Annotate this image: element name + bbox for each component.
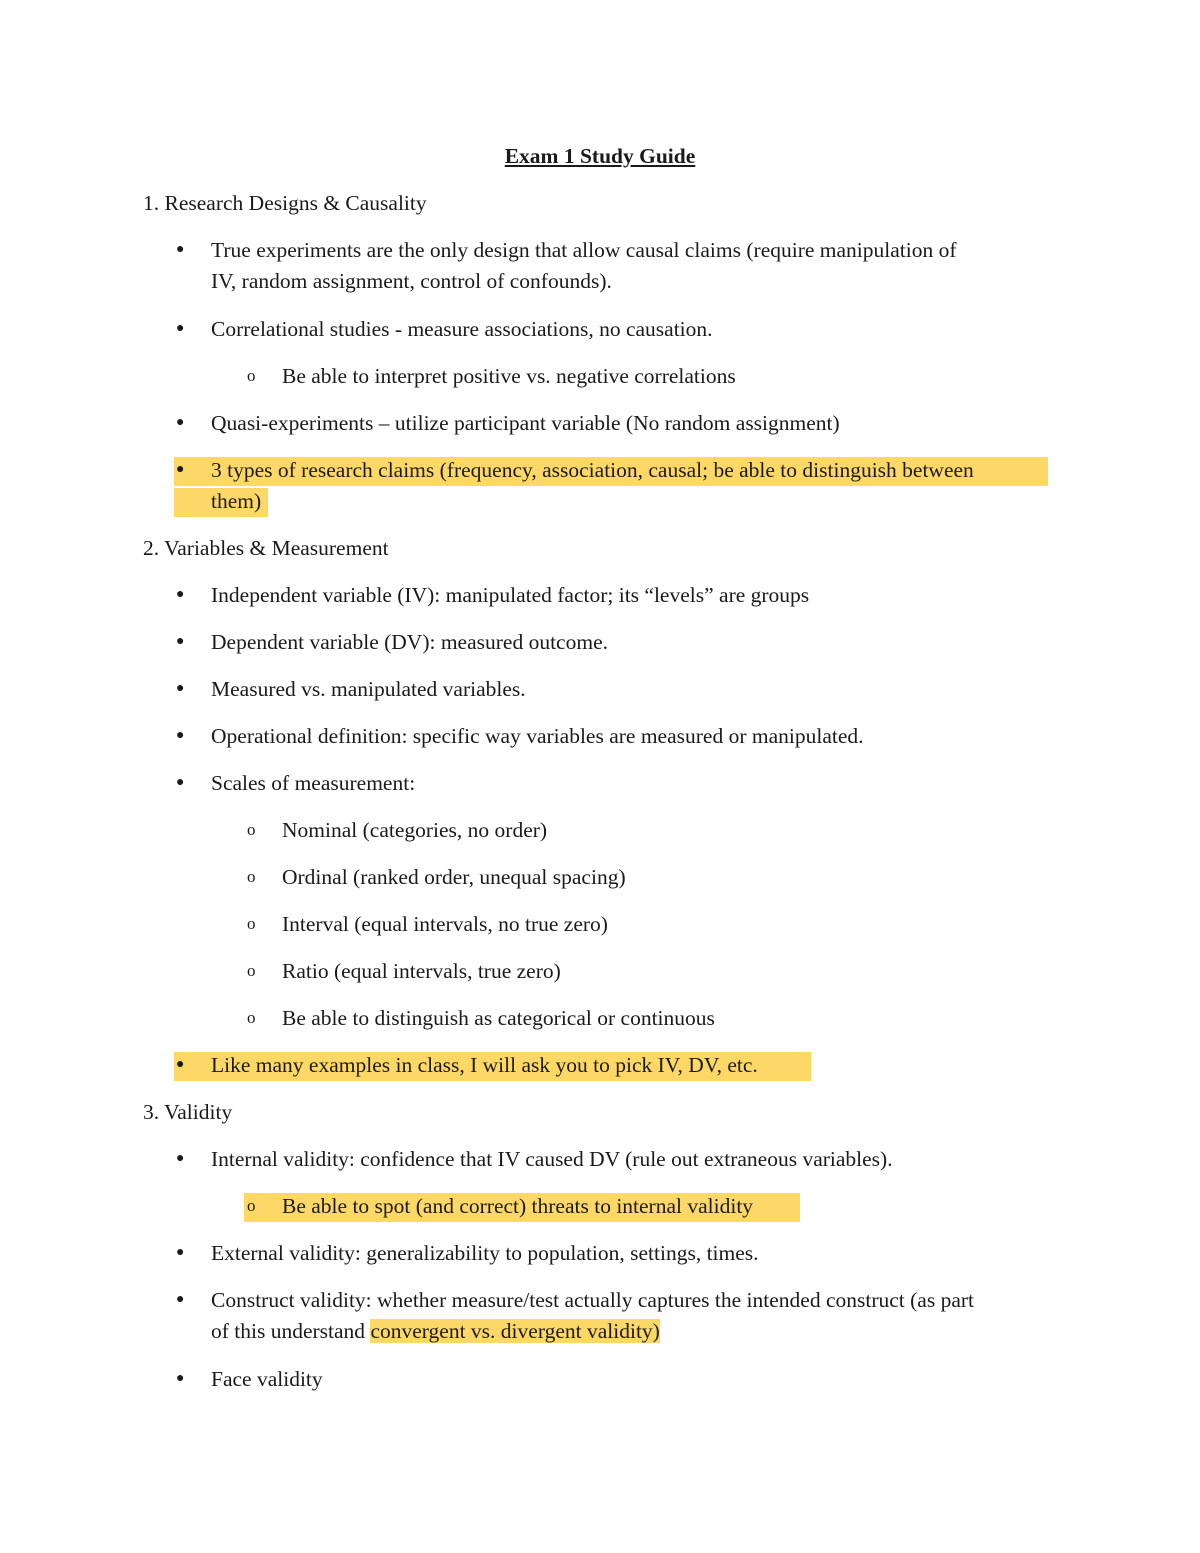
list-item: Correlational studies - measure associations, no causation. bbox=[211, 317, 713, 341]
bullet-icon: ● bbox=[176, 242, 185, 257]
sub-bullet-icon: o bbox=[247, 867, 256, 886]
sub-bullet-icon: o bbox=[247, 820, 256, 839]
continuation-text: of this understand bbox=[211, 1319, 371, 1343]
sub-bullet-icon: o bbox=[247, 961, 256, 980]
list-item-continuation: them) bbox=[211, 489, 262, 513]
section-heading: 3. Validity bbox=[143, 1100, 233, 1124]
list-item: Measured vs. manipulated variables. bbox=[211, 677, 526, 701]
bullet-icon: ● bbox=[176, 1057, 185, 1072]
list-item: Operational definition: specific way variables are measured or manipulated. bbox=[211, 724, 864, 748]
sub-list-item: Interval (equal intervals, no true zero) bbox=[282, 912, 608, 936]
sub-list-item-highlighted: Be able to spot (and correct) threats to internal validity bbox=[282, 1194, 754, 1218]
highlighted-text: convergent vs. divergent validity) bbox=[370, 1319, 660, 1343]
list-item: Face validity bbox=[211, 1367, 323, 1391]
bullet-icon: ● bbox=[176, 462, 185, 477]
bullet-icon: ● bbox=[176, 775, 185, 790]
sub-list-item: Be able to interpret positive vs. negative correlations bbox=[282, 364, 736, 388]
list-item: True experiments are the only design that allow causal claims (require manipulation of bbox=[211, 238, 957, 262]
bullet-icon: ● bbox=[176, 681, 185, 696]
list-item: Independent variable (IV): manipulated factor; its “levels” are groups bbox=[211, 583, 810, 607]
list-item-highlighted: Like many examples in class, I will ask you to pick IV, DV, etc. bbox=[211, 1053, 758, 1077]
bullet-icon: ● bbox=[176, 415, 185, 430]
list-item-continuation: IV, random assignment, control of confounds). bbox=[211, 269, 612, 293]
bullet-icon: ● bbox=[176, 1151, 185, 1166]
sub-list-item: Ratio (equal intervals, true zero) bbox=[282, 959, 561, 983]
list-item: Construct validity: whether measure/test actually captures the intended construct (as part bbox=[211, 1288, 974, 1312]
sub-list-item: Nominal (categories, no order) bbox=[282, 818, 548, 842]
section-heading: 2. Variables & Measurement bbox=[143, 536, 389, 560]
bullet-icon: ● bbox=[176, 1292, 185, 1307]
sub-bullet-icon: o bbox=[247, 1008, 256, 1027]
list-item: External validity: generalizability to population, settings, times. bbox=[211, 1241, 759, 1265]
sub-bullet-icon: o bbox=[247, 366, 256, 385]
page-title: Exam 1 Study Guide bbox=[504, 144, 696, 168]
bullet-icon: ● bbox=[176, 634, 185, 649]
list-item: Quasi-experiments – utilize participant variable (No random assignment) bbox=[211, 411, 840, 435]
list-item: Internal validity: confidence that IV caused DV (rule out extraneous variables). bbox=[211, 1147, 893, 1171]
list-item: Dependent variable (DV): measured outcome. bbox=[211, 630, 608, 654]
sub-bullet-icon: o bbox=[247, 914, 256, 933]
sub-bullet-icon: o bbox=[247, 1196, 256, 1215]
sub-list-item: Ordinal (ranked order, unequal spacing) bbox=[282, 865, 626, 889]
section-heading: 1. Research Designs & Causality bbox=[143, 191, 427, 215]
sub-list-item: Be able to distinguish as categorical or continuous bbox=[282, 1006, 715, 1030]
list-item: Scales of measurement: bbox=[211, 771, 416, 795]
list-item-highlighted: 3 types of research claims (frequency, association, causal; be able to distinguish between bbox=[211, 458, 974, 482]
bullet-icon: ● bbox=[176, 587, 185, 602]
bullet-icon: ● bbox=[176, 728, 185, 743]
bullet-icon: ● bbox=[176, 321, 185, 336]
bullet-icon: ● bbox=[176, 1371, 185, 1386]
list-item-continuation bbox=[211, 1316, 660, 1346]
bullet-icon: ● bbox=[176, 1245, 185, 1260]
